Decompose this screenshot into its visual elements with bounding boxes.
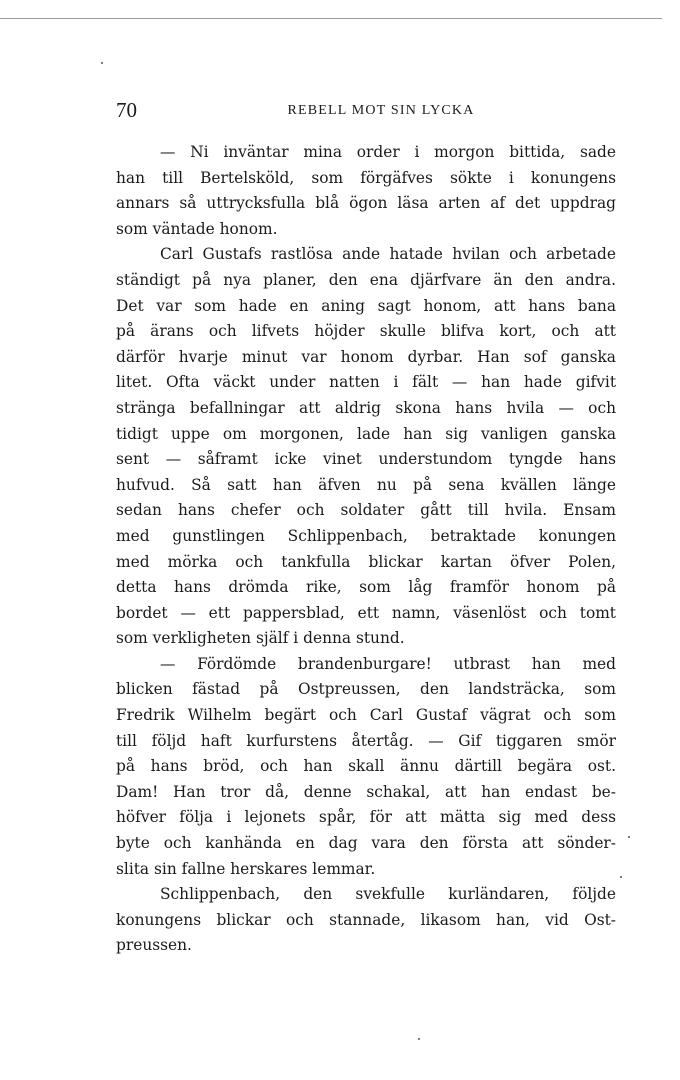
text-line: detta hans drömda rike, som låg framför honom på [116, 578, 616, 597]
text-line: till följd haft kurfurstens återtåg. — Gif tiggaren smör [116, 731, 616, 750]
scan-speck [620, 876, 622, 878]
paragraph [116, 882, 616, 959]
text-line: sent — såframt icke vinet understundom tyngde hans [116, 450, 616, 469]
text-line: preussen. [116, 936, 192, 955]
text-line: därför hvarje minut var honom dyrbar. Han sof ganska [116, 347, 616, 366]
scan-speck [628, 836, 630, 838]
text-line: — Fördömde brandenburgare! utbrast han med [160, 654, 616, 673]
text-line: stränga befallningar att aldrig skona hans hvila — och [116, 398, 616, 417]
text-line: på ärans och lifvets höjder skulle blifva kort, och att [116, 322, 616, 341]
text-line: som verkligheten själf i denna stund. [116, 629, 405, 648]
text-line: slita sin fallne herskares lemmar. [116, 859, 376, 878]
page-number: 70 [116, 98, 137, 122]
text-line: tidigt uppe om morgonen, lade han sig vanligen ganska [116, 424, 616, 443]
text-line: konungens blickar och stannade, likasom han, vid Ost- [116, 910, 616, 929]
text-line: annars så uttrycksfulla blå ögon läsa arten af det uppdrag [116, 194, 616, 213]
text-line: Dam! Han tror då, denne schakal, att han endast be- [116, 782, 616, 801]
text-line: blicken fästad på Ostpreussen, den landsträcka, som [116, 680, 616, 699]
text-line: Schlippenbach, den svekfulle kurländaren, följde [160, 885, 616, 904]
text-line: höfver följa i lejonets spår, för att mätta sig med dess [116, 808, 616, 827]
text-line: byte och kanhända en dag vara den första att sönder- [116, 834, 616, 853]
paragraph [116, 140, 616, 242]
text-line: han till Bertelsköld, som förgäfves sökte i konungens [116, 168, 616, 187]
paragraph [116, 652, 616, 882]
text-line: Fredrik Wilhelm begärt och Carl Gustaf vägrat och som [116, 706, 616, 725]
text-line: Carl Gustafs rastlösa ande hatade hvilan och arbetade [160, 245, 616, 264]
text-line: ständigt på nya planer, den ena djärfvare än den andra. [116, 270, 616, 289]
text-line: Det var som hade en aning sagt honom, att hans bana [116, 296, 616, 315]
text-line: på hans bröd, och han skall ännu därtill begära ost. [116, 757, 616, 776]
text-line: med mörka och tankfulla blickar kartan öfver Polen, [116, 552, 616, 571]
page-header [116, 98, 616, 126]
text-body [116, 140, 616, 959]
scan-speck [101, 62, 103, 64]
paragraph [116, 242, 616, 652]
text-line: med gunstlingen Schlippenbach, betraktade konungen [116, 526, 616, 545]
top-rule [0, 18, 662, 19]
text-line: hufvud. Så satt han äfven nu på sena kvällen länge [116, 475, 616, 494]
text-line: bordet — ett pappersblad, ett namn, väsenlöst och tomt [116, 603, 616, 622]
text-line: som väntade honom. [116, 219, 278, 238]
text-line: litet. Ofta väckt under natten i fält — han hade gifvit [116, 373, 616, 392]
running-title: REBELL MOT SIN LYCKA [287, 103, 475, 118]
text-line: sedan hans chefer och soldater gått till hvila. Ensam [116, 501, 616, 520]
scan-speck [418, 1038, 420, 1040]
text-line: — Ni inväntar mina order i morgon bittida, sade [160, 143, 616, 161]
